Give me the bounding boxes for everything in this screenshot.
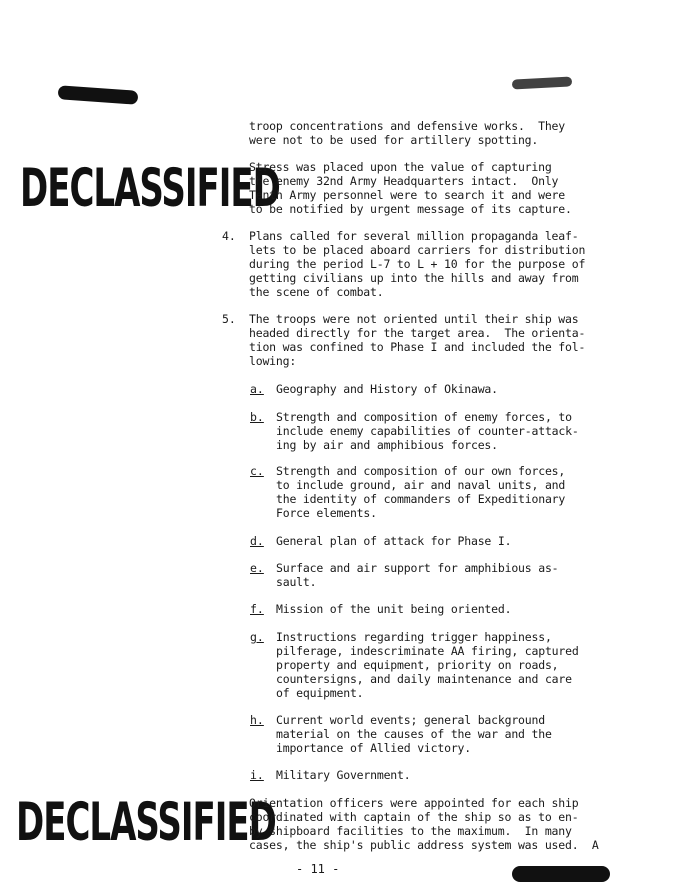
item-text-e: Surface and air support for amphibious as- sault.: [276, 561, 559, 589]
item-text-h: Current world events; general background material on the causes of the war and the importance of Allied victory.: [276, 713, 552, 755]
item-label-d: d.: [250, 534, 264, 548]
item-text-g: Instructions regarding trigger happiness, pilferage, indescriminate AA firing, captured property and equipment, priority on roads, countersigns, and daily maintenance and care of equipment.: [276, 630, 579, 700]
declassified-stamp-top: DECLASSIFIED: [20, 158, 280, 220]
paragraph-4: Plans called for several million propaganda leaf- lets to be placed aboard carriers for distribution during the period L-7 to L + 10 for the purpose of getting civilians up into the hills and away from the scene of combat.: [249, 229, 586, 299]
item-text-i: Military Government.: [276, 768, 411, 782]
item-text-d: General plan of attack for Phase I.: [276, 534, 512, 548]
redaction-mark-top-right: [512, 76, 572, 89]
item-label-e: e.: [250, 561, 264, 575]
paragraph-headquarters: Stress was placed upon the value of capturing the enemy 32nd Army Headquarters intact. Only Tenth Army personnel were to search it and were to be notified by urgent message of its capture.: [249, 160, 572, 216]
item-text-c: Strength and composition of our own forces, to include ground, air and naval units, and the identity of commanders of Expeditionary Force elements.: [276, 464, 566, 520]
item-text-f: Mission of the unit being oriented.: [276, 602, 512, 616]
paragraph-number-4: 4.: [222, 229, 236, 243]
item-label-a: a.: [250, 382, 264, 396]
item-label-h: h.: [250, 713, 264, 727]
redaction-mark-top-left: [58, 85, 139, 105]
page-number: - 11 -: [296, 862, 340, 876]
item-label-b: b.: [250, 410, 264, 424]
item-label-i: i.: [250, 768, 264, 782]
item-label-f: f.: [250, 602, 264, 616]
paragraph-continuation: troop concentrations and defensive works. They were not to be used for artillery spotting.: [249, 119, 566, 147]
paragraph-5: The troops were not oriented until their ship was headed directly for the target area. The orienta- tion was confined to Phase I and included the fol- lowing:: [249, 312, 586, 368]
redaction-mark-bottom-right: [512, 866, 610, 882]
item-label-c: c.: [250, 464, 264, 478]
item-text-a: Geography and History of Okinawa.: [276, 382, 498, 396]
item-label-g: g.: [250, 630, 264, 644]
declassified-stamp-bottom: DECLASSIFIED: [16, 792, 276, 854]
paragraph-number-5: 5.: [222, 312, 236, 326]
item-text-b: Strength and composition of enemy forces, to include enemy capabilities of counter-attack- ing by air and amphibious forces.: [276, 410, 579, 452]
paragraph-orientation-officers: Orientation officers were appointed for each ship coordinated with captain of the ship so as to en- by shipboard facilities to the maximum. In many cases, the ship's public address system was used. A: [249, 796, 599, 852]
